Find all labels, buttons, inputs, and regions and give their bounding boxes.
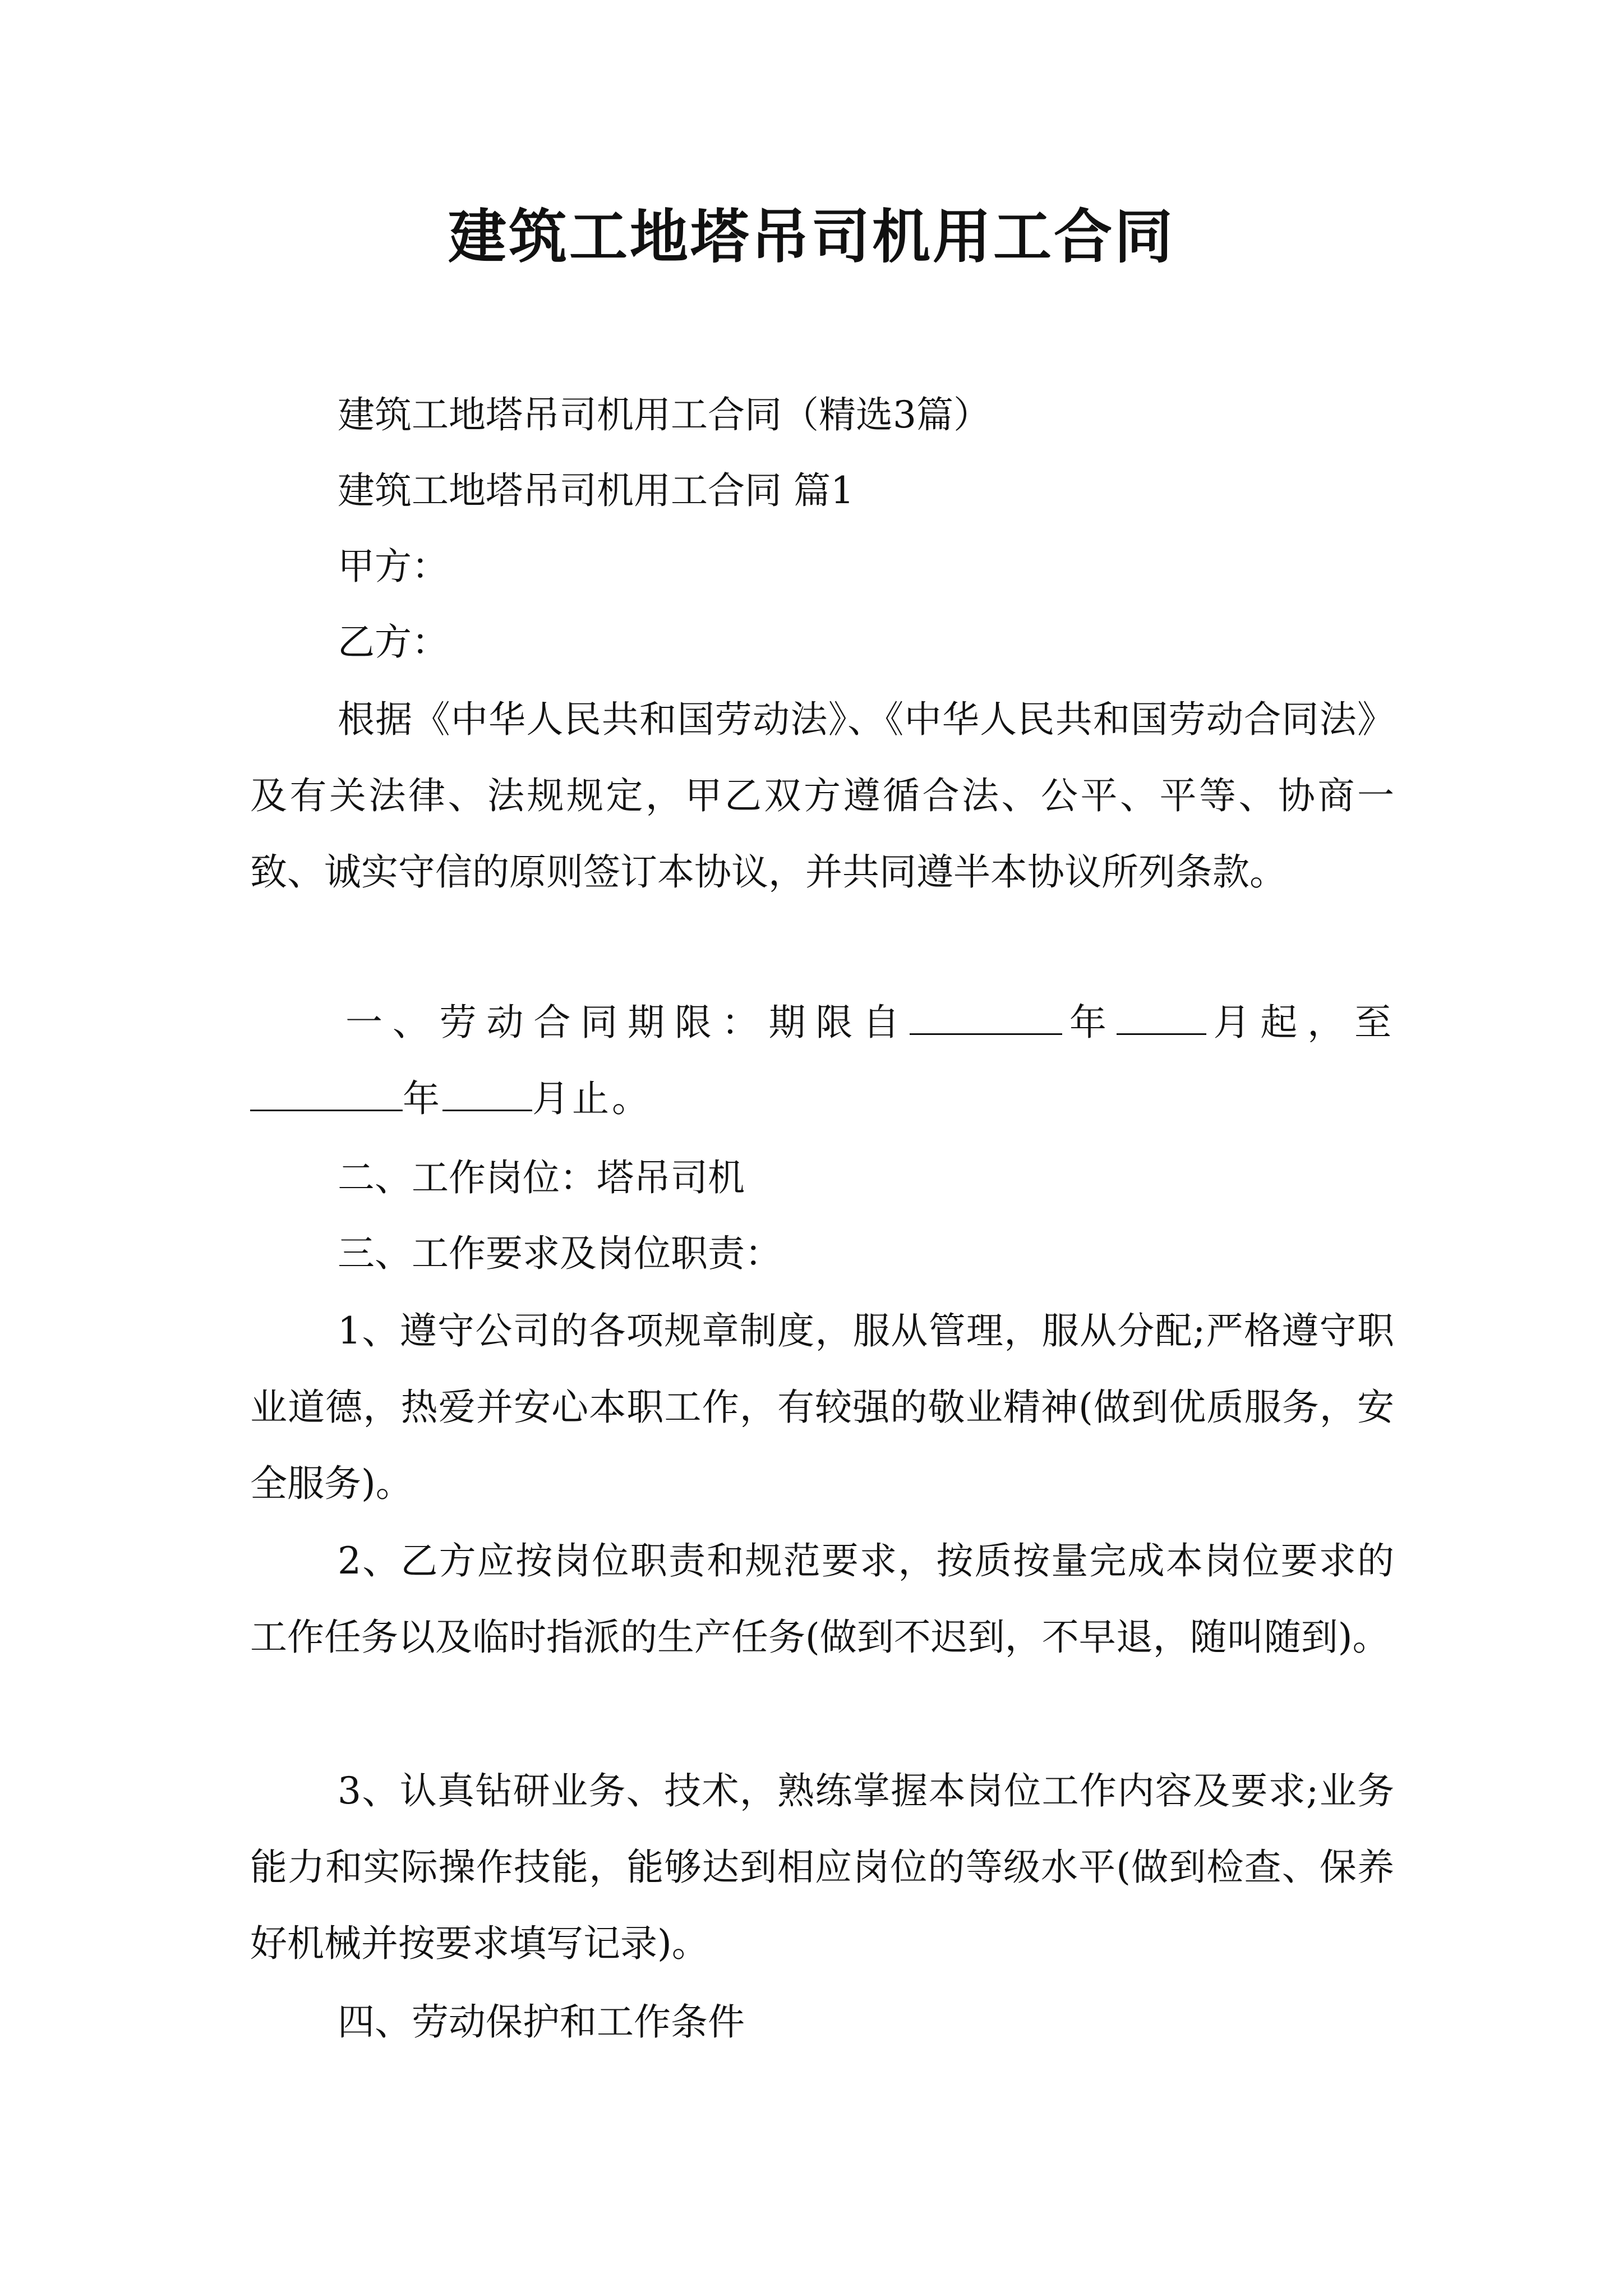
end-year-blank xyxy=(250,1075,403,1111)
duty-item-2: 2、乙方应按岗位职责和规范要求，按质按量完成本岗位要求的工作任务以及临时指派的生产任务(做到不迟到，不早退，随叫随到)。 xyxy=(250,1539,1394,1659)
term-month-1: 月起，至 xyxy=(1206,1001,1395,1044)
start-month-blank xyxy=(1117,999,1206,1035)
party-a-label: 甲方： xyxy=(338,545,449,588)
clause-2: 二、工作岗位：塔吊司机 xyxy=(338,1156,745,1199)
document-title: 建筑工地塔吊司机用工合同 xyxy=(448,202,1175,271)
start-year-blank xyxy=(910,999,1062,1035)
contract-term-clause xyxy=(250,984,1394,1137)
clause-3: 三、工作要求及岗位职责： xyxy=(338,1232,782,1275)
term-year-1: 年 xyxy=(1062,1001,1117,1044)
party-b-label: 乙方： xyxy=(338,620,449,664)
document-subtitle: 建筑工地塔吊司机用工合同（精选3篇） xyxy=(338,393,990,436)
end-month-blank xyxy=(442,1075,532,1111)
duty-item-1: 1、遵守公司的各项规章制度，服从管理，服从分配;严格遵守职业道德，热爱并安心本职工作，有较强的敬业精神(做到优质服务，安全服务)。 xyxy=(250,1309,1394,1505)
clause-4: 四、劳动保护和工作条件 xyxy=(338,2000,745,2044)
duty-item-3: 3、认真钻研业务、技术，熟练掌握本岗位工作内容及要求;业务能力和实际操作技能，能够达到相应岗位的等级水平(做到检查、保养好机械并按要求填写记录)。 xyxy=(250,1769,1394,1965)
term-prefix: 一、劳动合同期限：期限自 xyxy=(345,1001,910,1044)
term-year-2: 年 xyxy=(403,1077,442,1120)
section-heading: 建筑工地塔吊司机用工合同 篇1 xyxy=(338,469,854,512)
term-month-2: 月止。 xyxy=(532,1077,652,1120)
intro-paragraph: 根据《中华人民共和国劳动法》、《中华人民共和国劳动合同法》及有关法律、法规规定，甲乙双方遵循合法、公平、平等、协商一致、诚实守信的原则签订本协议，并共同遵半本协议所列条款。 xyxy=(250,698,1394,894)
